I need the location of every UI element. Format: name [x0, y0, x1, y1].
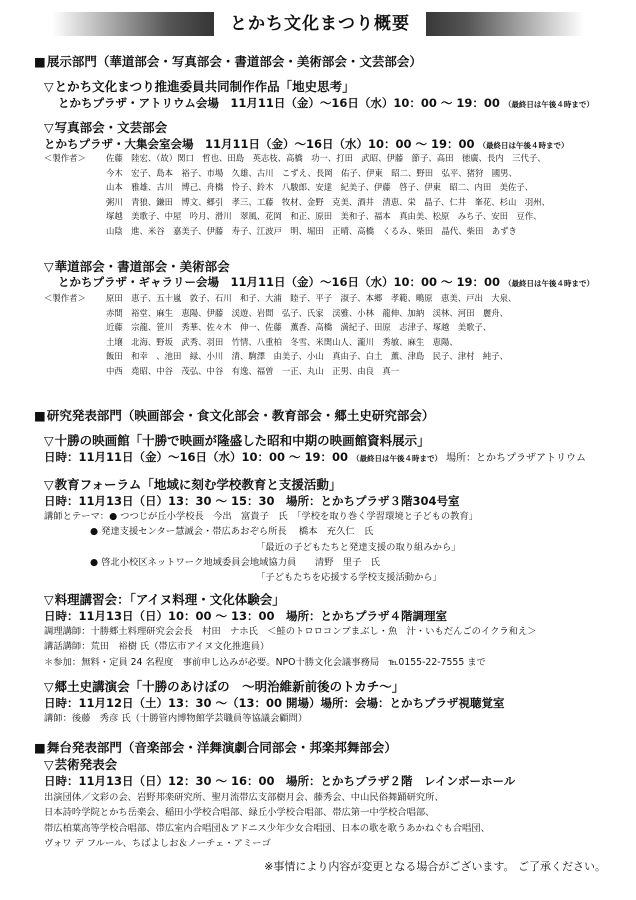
arts-line: 帯広柏葉高等学校合唱部、帯広室内合唱団＆アドニス少年少女合唱団、日本の歌を歌うあかねぐも合唱団、: [44, 822, 490, 834]
stage-heading: ■ 舞台発表部門（音楽部会・洋舞演劇合同部会・邦楽邦舞部会）: [34, 738, 397, 756]
creator-line: 中西 堯昭、中谷 茂弘、中谷 有逸、福曽 一正、丸山 正男、由良 真一: [106, 365, 400, 376]
arts-date: 日時：11月13日（日）12：30 ～ 16：00 場所：とかちプラザ２階 レインボーホール: [44, 774, 516, 788]
research-heading: ■ 研究発表部門（映画部会・食文化部会・教育部会・郷土史研究部会）: [34, 406, 434, 424]
cinema-date-line: [44, 449, 586, 465]
creator-line: 今木 宏子、島本 裕子、市場 久雄、古川 こずえ、長岡 佑子、伊東 昭二、野田 弘平、猪狩 國男、: [106, 167, 517, 178]
education-details: [44, 509, 478, 585]
flower-note: （最終日は午後４時まで）: [504, 279, 595, 288]
joint-work-info: [58, 95, 594, 111]
creator-line: 粥川 青狼、鎌田 博文、郷引 孝三、工藤 牧材、金野 克美、酒井 清恵、栄 晶子、仁井 峯花、杉山 羽州、: [106, 196, 550, 207]
page-title: とかち文化まつり概要: [214, 12, 426, 36]
education-date: 日時：11月13日（日）13：30 ～ 15：30 場所：とかちプラザ３階304号室: [44, 494, 460, 508]
cooking-date: 日時：11月13日（日）10：00 ～ 13：00 場所：とかちプラザ４階調理室: [44, 609, 448, 623]
joint-work-note: （最終日は午後４時まで）: [503, 100, 594, 109]
cooking-line: 講話講師：荒田 裕樹 氏（帯広市アイヌ文化推進員）: [44, 641, 270, 653]
flower-creators-label: ＜製作者＞: [44, 293, 86, 303]
creator-line: 山陰 進、米谷 嘉美子、伊藤 寿子、江波戸 明、堀田 正晴、高橋 くるみ、柴田 晶代、柴田 あずき: [106, 225, 517, 236]
flower-creators: [44, 291, 636, 379]
photo-creators-names: [106, 151, 622, 239]
photo-venue: とかちプラザ・大集会室会場 11月11日（金）～16日（水）10：00 ～ 19：00: [44, 137, 475, 151]
cooking-line: ＊参加：無料・定員 24 名程度 事前申し込みが必要。NPO十勝文化会議事務局 ℡0155-22-7555 まで: [44, 656, 486, 668]
history-details: [44, 711, 307, 726]
footer-note: ※事情により内容が変更となる場合がございます。 ご了承ください。: [264, 860, 606, 873]
history-line: 講師：後藤 秀彦 氏（十勝管内博物館学芸職員等協議会顧問）: [44, 713, 308, 724]
creator-line: 原田 恵子、五十嵐 敦子、石川 和子、大浦 睦子、平子 淑子、本郷 孝範、鴫原 恵美、戸出 大泉、: [106, 293, 517, 303]
cinema-title: ▽ 十勝の映画館「十勝で映画が隆盛した昭和中期の映画館資料展示」: [44, 431, 430, 449]
education-title: ▽ 教育フォーラム「地域に刻む学校教育と支援活動」: [44, 475, 341, 493]
cooking-details: [44, 624, 537, 670]
exhibit-heading: ■ 展示部門（華道部会・写真部会・書道部会・美術部会・文芸部会）: [34, 52, 422, 70]
creator-line: 土壌 北海、野坂 武秀、羽田 竹情、八重柏 冬雪、米関山人、瀧川 秀敏、麻生 恵陽、: [106, 336, 458, 347]
photo-creators-label: ＜製作者＞: [44, 153, 86, 163]
creator-line: 山本 雅雄、古川 博己、舟橋 怜子、鈴木 八駿郎、安達 紀美子、伊藤 啓子、伊東 昭二、内田 美佐子、: [106, 182, 534, 193]
photo-creators: [44, 151, 636, 239]
creator-line: 赤間 裕堂、麻生 恵陽、伊藤 渓遊、岩間 弘子、氏家 渓雅、小林 龍伸、加納 渓林、河田 麗舟、: [106, 307, 508, 318]
flower-section-title: ▽ 華道部会・書道部会・美術部会: [44, 257, 230, 275]
arts-line: 日本詩吟学院とかち岳楽会、稲田小学校合唱部、緑丘小学校合唱部、帯広第一中学校合唱部、: [44, 807, 435, 819]
creator-line: 佐藤 陸宏、（故）関口 哲也、田島 英志枝、高橋 功一、打田 武昭、伊藤 節子、高田 徳廣、長内 三代子、: [106, 153, 546, 163]
education-line: ● 発達支援センター慧誠会・帯広あおぞら所長 橋本 充久仁 氏: [90, 526, 374, 538]
education-line: 「最近の子どもたちと発達支援の取り組みから」: [256, 541, 461, 553]
history-date: 日時：11月12日（土）13：30 ～（13：00 開場）場所：会場：とかちプラザ視聴覚室: [44, 696, 505, 710]
education-line: ● 啓北小校区ネットワーク地域委員会地域協力員 清野 里子 氏: [90, 556, 380, 568]
arts-line: ヴォワ デ フルール、ちばよしお＆ノーチェ・アミーゴ: [44, 837, 271, 849]
arts-title: ▽ 芸術発表会: [44, 755, 117, 773]
joint-work-venue: とかちプラザ・アトリウム会場 11月11日（金）～16日（水）10：00 ～ 19：00: [58, 96, 500, 110]
cinema-place: 場所：とかちプラザアトリウム: [446, 453, 586, 464]
flower-venue: とかちプラザ・ギャラリー会場 11月11日（金）～16日（水）10：00 ～ 19：00: [58, 275, 501, 289]
cooking-line: 調理講師：十勝郷土料理研究会会長 村田 ナホ氏 ＜鮭のトロロコンブまぶし・魚 汁・いもだんごのイクラ和え＞: [44, 626, 537, 637]
education-line: 「子どもたちを応援する学校支援活動から」: [256, 572, 442, 584]
arts-line: 出演団体／文彩の会、岩野邦楽研究所、聖月流帯広支部樹月会、藤秀会、中山民俗舞踊研究所、: [44, 792, 444, 803]
photo-section-title: ▽ 写真部会・文芸部会: [44, 118, 167, 136]
education-line: 講師とテーマ：● つつじが丘小学校長 今出 富貴子 氏 「学校を取り巻く学習環境と子どもの教育」: [44, 511, 479, 522]
cinema-note: （最終日は午後４時まで）: [352, 454, 443, 463]
creator-line: 塚越 美歌子、中屋 吟月、滑川 翠風、花岡 和正、原田 美和子、福本 真由美、松原 みち子、安田 豆作、: [106, 211, 542, 222]
creator-line: 近藤 宗龍、笹川 秀華、佐々木 伸一、佐藤 薫香、高橋 満紀子、田原 志津子、塚越 美歌子、: [106, 322, 492, 333]
cooking-title: ▽ 料理講習会：「アイヌ料理・文化体験会」: [44, 590, 285, 608]
arts-details: [44, 790, 490, 851]
creator-line: 飯田 和幸 、池田 緑、小川 清、駒澤 由美子、小山 真由子、白土 薫、津島 民子、津村 純子、: [106, 351, 508, 362]
photo-note: （最終日は午後４時まで）: [478, 141, 569, 150]
flower-venue-line: [58, 274, 594, 290]
history-title: ▽ 郷土史講演会「十勝のあけぼの ～明治維新前後のトカチ～」: [44, 677, 404, 695]
cinema-date: 日時：11月11日（金）～16日（水）10：00 ～ 19：00: [44, 450, 349, 464]
photo-venue-line: [44, 136, 569, 152]
joint-work-title: ▽ とかち文化まつり推進委員共同制作作品「地史思考」: [44, 77, 355, 95]
flower-creators-names: [106, 291, 622, 379]
